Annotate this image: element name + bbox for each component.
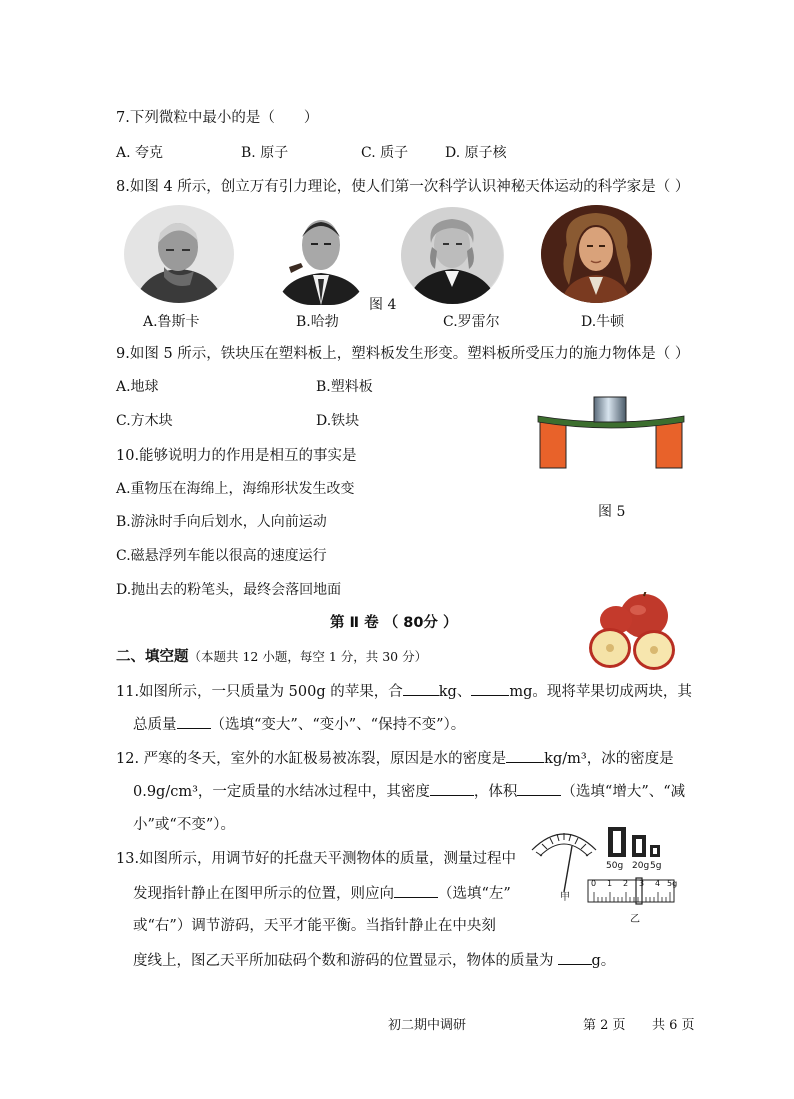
q11-line-1 <box>116 681 692 702</box>
portrait-hubble <box>273 207 369 305</box>
q11-text-5: （选填“变大”、“变小”、“保持不变”）。 <box>210 717 466 733</box>
q12-blank-volume[interactable] <box>517 781 561 796</box>
portrait-newton <box>541 205 652 303</box>
figure-jia-label: 甲 <box>560 892 570 903</box>
q13-text-3: （选填“左” <box>438 886 511 902</box>
q8-stem: 8.如图 4 所示，创立万有引力理论，使人们第一次科学认识神秘天体运动的科学家是（ ） <box>116 179 690 195</box>
q12-text-5: （选填“增大”、“减 <box>561 784 686 800</box>
q11-blank-total-mass[interactable] <box>177 714 211 729</box>
q13-blank-mass[interactable] <box>558 950 592 965</box>
scale-label-3: 3 <box>639 879 645 888</box>
q12-text-3: 0.9g/cm³，一定质量的水结冰过程中，其密度 <box>133 784 430 800</box>
q10-option-c: C.磁悬浮列车能以很高的速度运行 <box>116 548 327 564</box>
q13-text-2: 发现指针静止在图甲所示的位置，则应向 <box>133 886 394 902</box>
q7-option-c: C. 质子 <box>361 145 409 161</box>
q12-text-2: kg/m³，冰的密度是 <box>544 751 674 767</box>
scale-label-5g: 5g <box>667 879 678 888</box>
q13-text-5: 度线上，图乙天平所加砝码个数和游码的位置显示，物体的质量为 <box>133 953 554 969</box>
figure-yi-label: 乙 <box>630 914 640 925</box>
q9-stem: 9.如图 5 所示，铁块压在塑料板上，塑料板发生形变。塑料板所受压力的施力物体是（ ） <box>116 346 690 362</box>
q13-text-4: 或“右”）调节游码，天平才能平衡。当指针静止在中央刻 <box>133 918 496 934</box>
section-2-heading-line <box>116 647 427 667</box>
q11-text-4: 总质量 <box>133 717 177 733</box>
q10-stem: 10.能够说明力的作用是相互的事实是 <box>116 448 357 464</box>
q11-text-3: mg。现将苹果切成两块，其 <box>509 684 692 700</box>
q11-blank-mg[interactable] <box>471 681 509 696</box>
q12-blank-water-density[interactable] <box>506 748 544 763</box>
q13-line-2 <box>133 883 511 904</box>
q12-line-1 <box>116 748 674 769</box>
weight-label-50g: 50g <box>606 861 624 871</box>
scale-label-1: 1 <box>607 879 613 888</box>
q10-option-d: D.抛出去的粉笔头，最终会落回地面 <box>116 582 342 598</box>
q12-text-1: 12. 严寒的冬天，室外的水缸极易被冻裂，原因是水的密度是 <box>116 751 507 767</box>
fill-in-heading: 二、填空题 <box>116 649 189 665</box>
q12-text-4: ，体积 <box>473 784 518 800</box>
scale-label-0: 0 <box>591 879 597 888</box>
q13-blank-direction[interactable] <box>394 883 438 898</box>
q12-line-2 <box>133 781 685 802</box>
figure-4-label: 图 4 <box>369 297 397 313</box>
q9-option-b: B.塑料板 <box>316 379 373 395</box>
q8-option-d: D.牛顿 <box>581 314 625 330</box>
q9-option-c: C.方木块 <box>116 413 173 429</box>
q8-option-a: A.鲁斯卡 <box>143 314 200 330</box>
q12-text-6: 小”或“不变”）。 <box>133 817 235 833</box>
q13-text-1: 13.如图所示，用调节好的托盘天平测物体的质量，测量过程中 <box>116 851 517 867</box>
weight-label-5g: 5g <box>650 861 662 871</box>
weight-label-20g: 20g <box>632 861 650 871</box>
figure-5-illustration <box>536 392 686 472</box>
q8-option-c: C.罗雷尔 <box>443 314 500 330</box>
q7-option-d: D. 原子核 <box>445 145 507 161</box>
footer-page-number: 第 2 页 <box>583 1018 626 1033</box>
q9-option-a: A.地球 <box>116 379 159 395</box>
q7-option-b: B. 原子 <box>241 145 289 161</box>
scale-label-4: 4 <box>655 879 661 888</box>
q8-option-b: B.哈勃 <box>296 314 339 330</box>
q13-text-6: g。 <box>591 953 616 969</box>
apple-illustration <box>588 592 676 672</box>
portrait-ruska <box>124 205 234 303</box>
scale-label-2: 2 <box>623 879 629 888</box>
q10-option-a: A.重物压在海绵上，海绵形状发生改变 <box>116 481 355 497</box>
figure-5-label: 图 5 <box>598 504 626 520</box>
section-2-title: 第 Ⅱ 卷 （ 80分 ） <box>330 615 458 631</box>
q11-text-1: 11.如图所示，一只质量为 500g 的苹果，合 <box>116 684 403 700</box>
q13-line-4 <box>133 950 615 971</box>
q11-text-2: kg、 <box>438 684 472 700</box>
q7-option-a: A. 夸克 <box>116 145 164 161</box>
portrait-lorell <box>401 207 504 304</box>
weights-figure <box>606 825 662 859</box>
footer-total-pages: 共 6 页 <box>652 1018 695 1033</box>
q12-blank-density[interactable] <box>430 781 474 796</box>
q9-option-d: D.铁块 <box>316 413 360 429</box>
q11-line-2 <box>133 714 465 735</box>
q7-stem: 7.下列微粒中最小的是（ ） <box>116 110 319 126</box>
rider-scale-figure <box>586 876 678 906</box>
footer-title: 初二期中调研 <box>388 1018 467 1033</box>
q11-blank-kg[interactable] <box>403 681 439 696</box>
fill-in-heading-note: （本题共 12 小题，每空 1 分，共 30 分） <box>188 649 428 664</box>
q10-option-b: B.游泳时手向后划水，人向前运动 <box>116 514 327 530</box>
